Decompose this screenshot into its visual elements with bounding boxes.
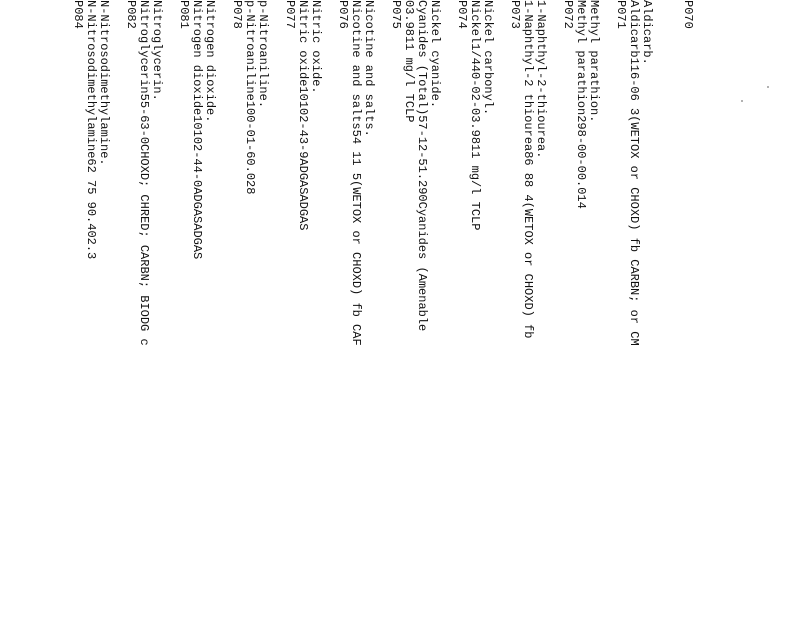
text-line: P084: [71, 0, 85, 29]
text-line: P072: [561, 0, 575, 29]
text-line: Nicotine and salts.: [362, 0, 376, 137]
text-line: Nickel carbonyl.: [481, 0, 495, 116]
text-line: Nickel cyanide.: [428, 0, 442, 109]
text-line: N-Nitrosodimethylamine62 75 90.402.3: [84, 0, 98, 260]
text-line: P075: [389, 0, 403, 29]
text-line: Aldicarb116-06 3(WETOX or CHOXD) fb CARBN; or CM: [627, 0, 641, 346]
text-line: Nickel1/440-02-03.9811 mg/l TCLP: [468, 0, 482, 231]
text-line: Nitroglycerin55-63-0CHOXD; CHRED; CARBN; BIODG c: [137, 0, 151, 346]
text-line: Nitrogen dioxide.: [203, 0, 217, 123]
text-line: Methyl parathion298-00-00.014: [574, 0, 588, 209]
text-line: Nitric oxide.: [309, 0, 323, 94]
text-line: p-Nitroaniline100-01-60.028: [243, 0, 257, 195]
text-line: 1-Naphthyl-2 thiourea86 88 4(WETOX or CHOXD) fb: [521, 0, 535, 339]
text-line: Cyanides (Total)57-12-51.290Cyanides (Amenable: [415, 0, 429, 332]
text-line: Nicotine and salts54 11 5(WETOX or CHOXD) fb CAF: [349, 0, 363, 346]
text-line: Methyl parathion.: [587, 0, 601, 123]
text-line: Nitric oxide10102-43-9ADGASADGAS: [296, 0, 310, 231]
scan-speck: [767, 86, 769, 88]
text-line: 1-Naphthyl-2-thiourea.: [534, 0, 548, 159]
text-line: P081: [177, 0, 191, 29]
text-line: Nitroglycerin.: [150, 0, 164, 101]
text-line: p-Nitroaniline.: [256, 0, 270, 109]
text-line: P078: [230, 0, 244, 29]
text-line: P076: [336, 0, 350, 29]
text-line: N-Nitrosodimethylamine.: [97, 0, 111, 166]
text-line: 03.9811 mg/l TCLP: [402, 0, 416, 123]
text-line: Aldicarb.: [640, 0, 654, 65]
scan-speck: [741, 100, 743, 102]
text-line: P082: [124, 0, 138, 29]
text-line: P074: [455, 0, 469, 29]
text-line: P071: [614, 0, 628, 29]
text-line: Nitrogen dioxide10102-44-0ADGASADGAS: [190, 0, 204, 260]
text-line: P070: [681, 0, 695, 29]
text-line: P077: [283, 0, 297, 29]
text-line: P073: [508, 0, 522, 29]
